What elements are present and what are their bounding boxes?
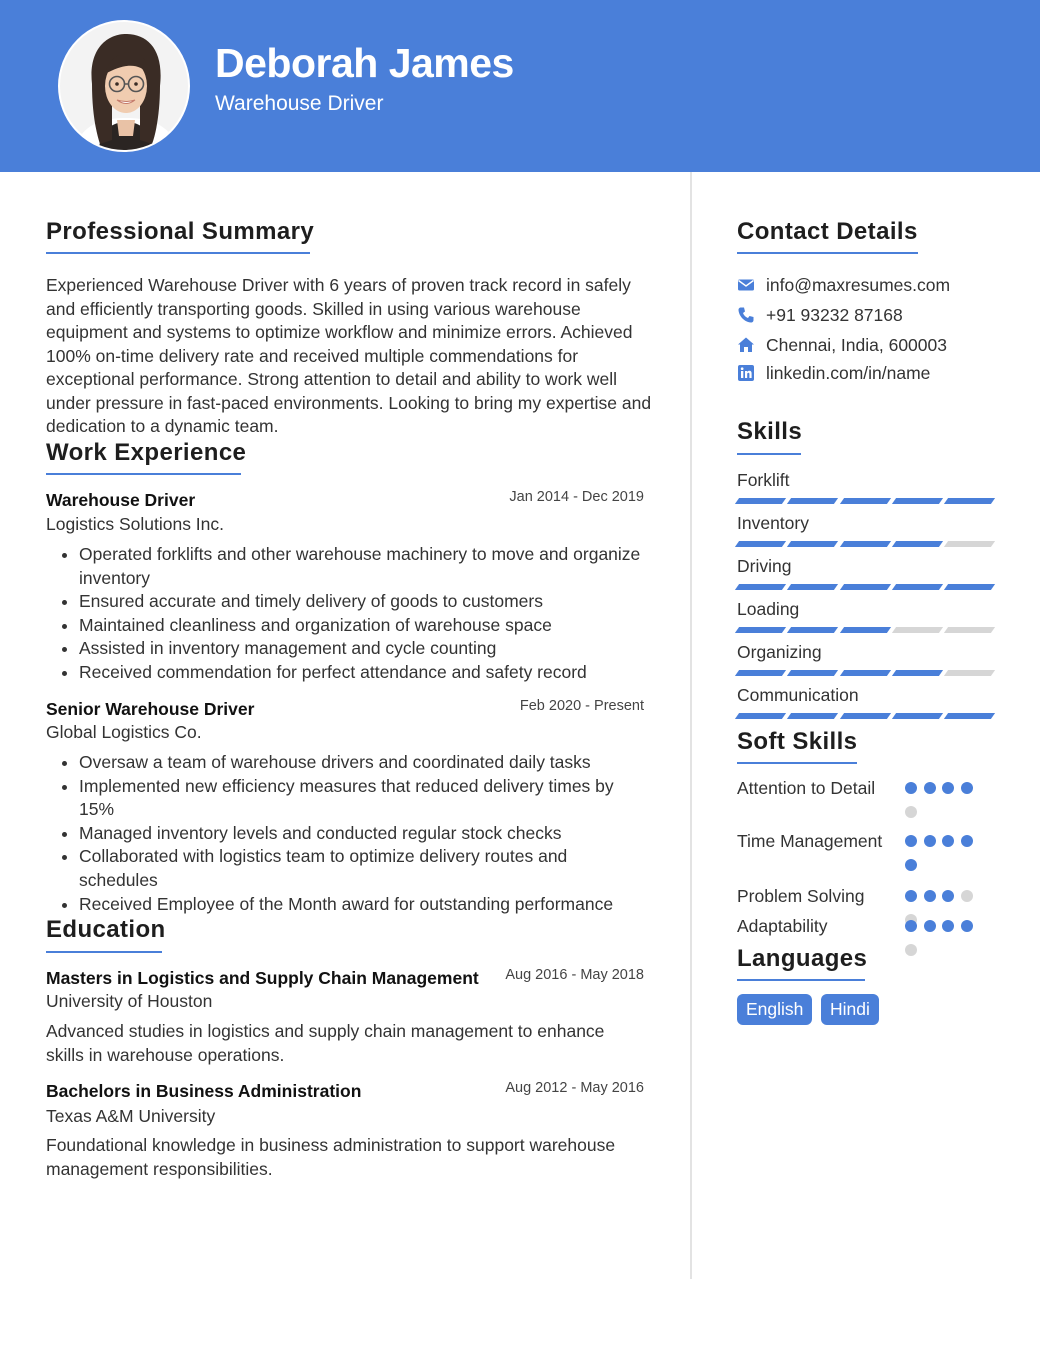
skill-segment-filled xyxy=(892,713,943,719)
list-item: Managed inventory levels and conducted regular stock checks xyxy=(46,822,646,846)
skill-rating-bar xyxy=(737,670,993,676)
skill-segment-filled xyxy=(839,713,890,719)
education-description: Advanced studies in logistics and supply chain management to enhance skills in warehouse operations. xyxy=(46,1021,605,1065)
skill-segment-empty xyxy=(944,670,995,676)
skill-segment-filled xyxy=(839,584,890,590)
skill-label: Driving xyxy=(737,556,792,576)
education-dates: Aug 2016 - May 2018 xyxy=(505,967,644,983)
skill-segment-filled xyxy=(892,541,943,547)
experience-heading: Work Experience xyxy=(46,439,247,466)
skill-rating-bar xyxy=(737,498,993,504)
linkedin-icon xyxy=(737,364,755,382)
job-dates: Jan 2014 - Dec 2019 xyxy=(509,489,644,505)
skill-segment-filled xyxy=(892,584,943,590)
rating-dot-filled xyxy=(942,835,954,847)
list-item: Oversaw a team of warehouse drivers and coordinated daily tasks xyxy=(46,751,646,775)
skill-segment-filled xyxy=(787,627,838,633)
rating-dot-empty xyxy=(905,944,917,956)
languages-heading: Languages xyxy=(737,945,868,972)
skill-label: Organizing xyxy=(737,642,822,662)
skill-segment-empty xyxy=(944,541,995,547)
contact-address xyxy=(737,334,947,356)
rating-dot-filled xyxy=(905,782,917,794)
skill-label: Inventory xyxy=(737,513,809,533)
profile-photo-icon xyxy=(60,22,190,152)
rating-dot-filled xyxy=(924,890,936,902)
job-title: Senior Warehouse Driver xyxy=(46,699,255,719)
skill-segment-filled xyxy=(787,498,838,504)
list-item: Collaborated with logistics team to optimize delivery routes and schedules xyxy=(46,845,646,892)
summary-heading-underline xyxy=(46,252,310,254)
envelope-icon xyxy=(737,276,755,294)
address-text: Chennai, India, 600003 xyxy=(766,334,947,355)
avatar xyxy=(58,20,190,152)
rating-dot-filled xyxy=(924,782,936,794)
rating-dot-filled xyxy=(942,890,954,902)
phone-icon xyxy=(737,306,755,324)
rating-dot-filled xyxy=(961,835,973,847)
list-item: Maintained cleanliness and organization of warehouse space xyxy=(46,614,646,638)
skill-segment-filled xyxy=(735,670,786,676)
rating-dot-filled xyxy=(905,835,917,847)
skill-segment-filled xyxy=(839,627,890,633)
summary-text: Experienced Warehouse Driver with 6 years of proven track record in safely and efficiently transporting goods. Skilled in using various warehouse equipment and systems to optimize workflow and minimize errors. Achieved 100% on-time delivery rate and received multiple commendations for exceptional performance. Strong attention to detail and ability to work well under pressure in fast-paced environments. Looking to bring my expertise and dedication to a dynamic team. xyxy=(46,275,652,436)
skill-rating-bar xyxy=(737,584,993,590)
skill-segment-filled xyxy=(839,498,890,504)
soft-skills-heading-underline xyxy=(737,762,857,764)
job-title: Warehouse Driver xyxy=(46,490,196,510)
soft-skill-rating xyxy=(905,920,981,967)
education-heading-underline xyxy=(46,951,162,953)
home-icon xyxy=(737,336,755,354)
list-item: Received commendation for perfect attendance and safety record xyxy=(46,661,646,685)
contact-email[interactable] xyxy=(737,274,950,296)
contact-heading-underline xyxy=(737,252,918,254)
rating-dot-filled xyxy=(942,782,954,794)
rating-dot-empty xyxy=(905,806,917,818)
skill-segment-filled xyxy=(944,713,995,719)
summary-heading: Professional Summary xyxy=(46,218,315,245)
skill-segment-filled xyxy=(944,584,995,590)
rating-dot-empty xyxy=(961,890,973,902)
soft-skill-label: Adaptability xyxy=(737,916,828,936)
skill-rating-bar xyxy=(737,713,993,719)
skill-segment-filled xyxy=(787,541,838,547)
skill-segment-filled xyxy=(787,670,838,676)
rating-dot-filled xyxy=(905,890,917,902)
skill-segment-filled xyxy=(787,713,838,719)
degree-title: Masters in Logistics and Supply Chain Management xyxy=(46,968,479,988)
school-name: University of Houston xyxy=(46,991,213,1011)
skill-label: Forklift xyxy=(737,470,790,490)
linkedin-text: linkedin.com/in/name xyxy=(766,362,931,383)
skills-heading: Skills xyxy=(737,418,803,445)
contact-linkedin[interactable] xyxy=(737,362,930,384)
rating-dot-filled xyxy=(905,859,917,871)
soft-skill-rating xyxy=(905,835,981,882)
skill-segment-empty xyxy=(892,627,943,633)
soft-skills-heading: Soft Skills xyxy=(737,728,858,755)
skill-segment-filled xyxy=(944,498,995,504)
rating-dot-filled xyxy=(942,920,954,932)
skill-segment-filled xyxy=(735,713,786,719)
list-item: Assisted in inventory management and cycle counting xyxy=(46,637,646,661)
candidate-name: Deborah James xyxy=(215,40,514,86)
soft-skill-label: Attention to Detail xyxy=(737,778,876,798)
education-description: Foundational knowledge in business administration to support warehouse management responsibilities. xyxy=(46,1135,616,1179)
email-text: info@maxresumes.com xyxy=(766,274,951,295)
skill-segment-filled xyxy=(787,584,838,590)
skill-rating-bar xyxy=(737,627,993,633)
rating-dot-filled xyxy=(924,835,936,847)
skill-segment-filled xyxy=(735,627,786,633)
skill-segment-filled xyxy=(892,670,943,676)
soft-skill-rating xyxy=(905,782,981,829)
list-item: Implemented new efficiency measures that reduced delivery times by 15% xyxy=(46,775,646,822)
phone-text: +91 93232 87168 xyxy=(766,304,903,325)
soft-skill-label: Problem Solving xyxy=(737,886,865,906)
skill-label: Loading xyxy=(737,599,800,619)
skill-label: Communication xyxy=(737,685,859,705)
language-badge: English xyxy=(737,994,812,1025)
job-company: Logistics Solutions Inc. xyxy=(46,514,225,534)
skill-segment-filled xyxy=(839,670,890,676)
skill-segment-filled xyxy=(735,541,786,547)
degree-title: Bachelors in Business Administration xyxy=(46,1081,362,1101)
skills-heading-underline xyxy=(737,453,801,455)
job-company: Global Logistics Co. xyxy=(46,722,202,742)
column-divider xyxy=(690,172,692,1279)
candidate-title: Warehouse Driver xyxy=(215,92,384,115)
list-item: Received Employee of the Month award for outstanding performance xyxy=(46,893,646,917)
language-badge: Hindi xyxy=(821,994,879,1025)
skill-segment-filled xyxy=(735,584,786,590)
skill-segment-empty xyxy=(944,627,995,633)
skill-segment-filled xyxy=(892,498,943,504)
skill-rating-bar xyxy=(737,541,993,547)
job-dates: Feb 2020 - Present xyxy=(519,698,644,714)
languages-heading-underline xyxy=(737,979,865,981)
education-dates: Aug 2012 - May 2016 xyxy=(505,1080,644,1096)
rating-dot-filled xyxy=(961,782,973,794)
rating-dot-filled xyxy=(924,920,936,932)
job-bullets xyxy=(46,543,646,685)
experience-heading-underline xyxy=(46,473,241,475)
contact-phone[interactable] xyxy=(737,304,903,326)
list-item: Operated forklifts and other warehouse machinery to move and organize inventory xyxy=(46,543,646,590)
list-item: Ensured accurate and timely delivery of goods to customers xyxy=(46,590,646,614)
resume-header xyxy=(0,0,1040,172)
education-heading: Education xyxy=(46,916,166,943)
skill-segment-filled xyxy=(735,498,786,504)
rating-dot-filled xyxy=(961,920,973,932)
job-bullets xyxy=(46,751,646,916)
rating-dot-filled xyxy=(905,920,917,932)
contact-heading: Contact Details xyxy=(737,218,918,245)
skill-segment-filled xyxy=(839,541,890,547)
soft-skill-label: Time Management xyxy=(737,831,883,851)
school-name: Texas A&M University xyxy=(46,1106,216,1126)
